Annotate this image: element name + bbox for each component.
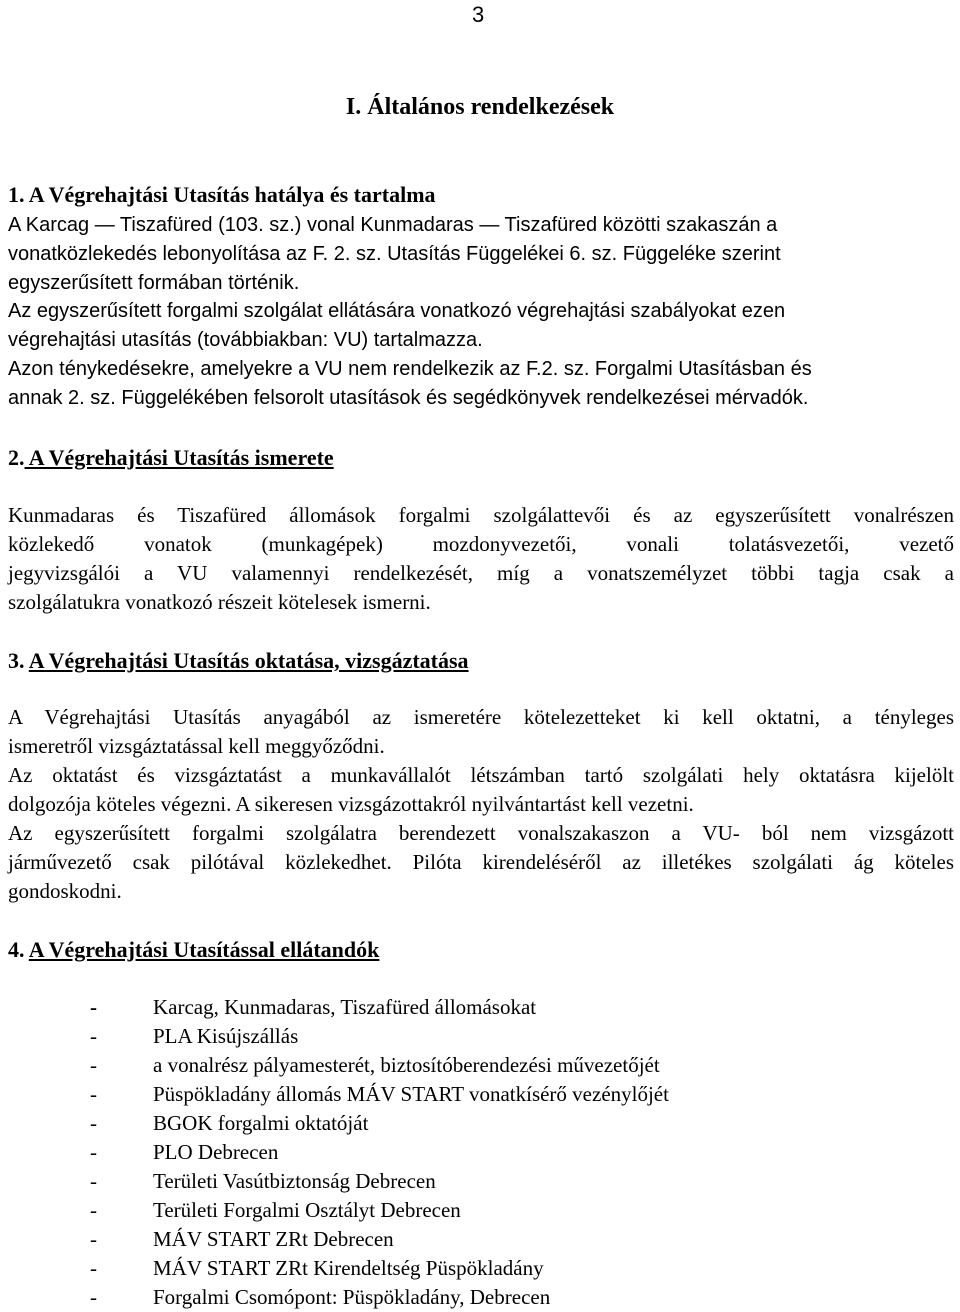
section-2-title: A Végrehajtási Utasítás ismerete — [24, 445, 334, 470]
section-1-line: Az egyszerűsített forgalmi szolgálat ellátására vonatkozó végrehajtási szabályokat ezen — [8, 300, 786, 322]
list-item — [0, 1225, 960, 1254]
section-2-line: szolgálatukra vonatkozó részeit kötelesek ismerni. — [8, 590, 431, 614]
section-3-line: A Végrehajtási Utasítás anyagából az ismeretére kötelezetteket ki kell oktatni, a tényleges — [8, 705, 954, 729]
list-bullet: - — [90, 1053, 97, 1077]
section-3-line: Az oktatást és vizsgáztatást a munkavállalót létszámban tartó szolgálati hely oktatásra kijelölt — [8, 763, 954, 787]
list-item-text: Területi Forgalmi Osztályt Debrecen — [153, 1198, 461, 1222]
section-4-heading — [8, 935, 379, 964]
list-item-text: a vonalrész pályamesterét, biztosítóberendezési művezetőjét — [153, 1053, 660, 1077]
list-item-text: Karcag, Kunmadaras, Tiszafüred állomásokat — [153, 995, 537, 1019]
list-bullet: - — [90, 1285, 97, 1309]
list-item — [0, 1138, 960, 1167]
list-item-text: BGOK forgalmi oktatóját — [153, 1111, 369, 1135]
list-item-text: Püspökladány állomás MÁV START vonatkísérő vezénylőjét — [153, 1082, 669, 1106]
section-3-number: 3. — [8, 648, 25, 673]
list-item-text: Területi Vasútbiztonság Debrecen — [153, 1169, 436, 1193]
section-1-line: végrehajtási utasítás (továbbiakban: VU) tartalmazza. — [8, 329, 483, 351]
list-item-text: MÁV START ZRt Kirendeltség Püspökladány — [153, 1256, 544, 1280]
section-3-line: ismeretről vizsgáztatással kell meggyőződni. — [8, 734, 385, 758]
section-1-line: Azon ténykedésekre, amelyekre a VU nem rendelkezik az F.2. sz. Forgalmi Utasításban és — [8, 358, 812, 380]
list-item — [0, 993, 960, 1022]
list-item-text: PLA Kisújszállás — [153, 1024, 299, 1048]
list-bullet: - — [90, 1256, 97, 1280]
section-3-heading — [8, 646, 469, 675]
section-2-line: Kunmadaras és Tiszafüred állomások forgalmi szolgálattevői és az egyszerűsített vonalrészen — [8, 503, 954, 527]
section-2-number: 2. — [8, 445, 25, 470]
list-bullet: - — [90, 1169, 97, 1193]
list-item — [0, 1283, 960, 1312]
page-number: 3 — [472, 2, 485, 27]
recipients-list — [0, 993, 960, 1312]
list-item-text: Forgalmi Csomópont: Püspökladány, Debrecen — [153, 1285, 551, 1309]
section-3-title: A Végrehajtási Utasítás oktatása, vizsgáztatása — [28, 648, 469, 673]
list-bullet: - — [90, 1024, 97, 1048]
list-item — [0, 1254, 960, 1283]
list-item-text: PLO Debrecen — [153, 1140, 279, 1164]
section-3-line: járművezető csak pilótával közlekedhet. Pilóta kirendeléséről az illetékes szolgálati ág köteles — [8, 850, 954, 874]
section-1-heading: 1. A Végrehajtási Utasítás hatálya és tartalma — [8, 182, 436, 207]
section-4-title: A Végrehajtási Utasítással ellátandók — [28, 937, 380, 962]
section-1-line: egyszerűsített formában történik. — [8, 272, 300, 294]
list-bullet: - — [90, 1198, 97, 1222]
section-3-line: dolgozója köteles végezni. A sikeresen vizsgázottakról nyilvántartást kell vezetni. — [8, 792, 694, 816]
list-bullet: - — [90, 1111, 97, 1135]
list-item-text: MÁV START ZRt Debrecen — [153, 1227, 394, 1251]
section-3-line: Az egyszerűsített forgalmi szolgálatra berendezett vonalszakaszon a VU- ból nem vizsgázott — [8, 821, 954, 845]
list-item — [0, 1196, 960, 1225]
chapter-title: I. Általános rendelkezések — [345, 94, 615, 120]
section-1-line: A Karcag — Tiszafüred (103. sz.) vonal Kunmadaras — Tiszafüred közötti szakaszán a — [8, 214, 778, 236]
section-1-line: vonatközlekedés lebonyolítása az F. 2. sz. Utasítás Függelékei 6. sz. Függeléke szerint — [8, 243, 781, 265]
list-item — [0, 1080, 960, 1109]
section-2-line: közlekedő vonatok (munkagépek) mozdonyvezetői, vonali tolatásvezetői, vezető — [8, 532, 954, 556]
section-3-line: gondoskodni. — [8, 879, 122, 903]
list-item — [0, 1051, 960, 1080]
list-bullet: - — [90, 995, 97, 1019]
list-bullet: - — [90, 1227, 97, 1251]
section-1-line: annak 2. sz. Függelékében felsorolt utasítások és segédkönyvek rendelkezései mérvadók. — [8, 387, 809, 409]
list-item — [0, 1109, 960, 1138]
section-2-heading — [8, 443, 334, 472]
section-4-number: 4. — [8, 937, 25, 962]
list-bullet: - — [90, 1140, 97, 1164]
list-item — [0, 1167, 960, 1196]
section-2-line: jegyvizsgálói a VU valamennyi rendelkezését, míg a vonatszemélyzet többi tagja csak a — [8, 561, 954, 585]
list-bullet: - — [90, 1082, 97, 1106]
list-item — [0, 1022, 960, 1051]
